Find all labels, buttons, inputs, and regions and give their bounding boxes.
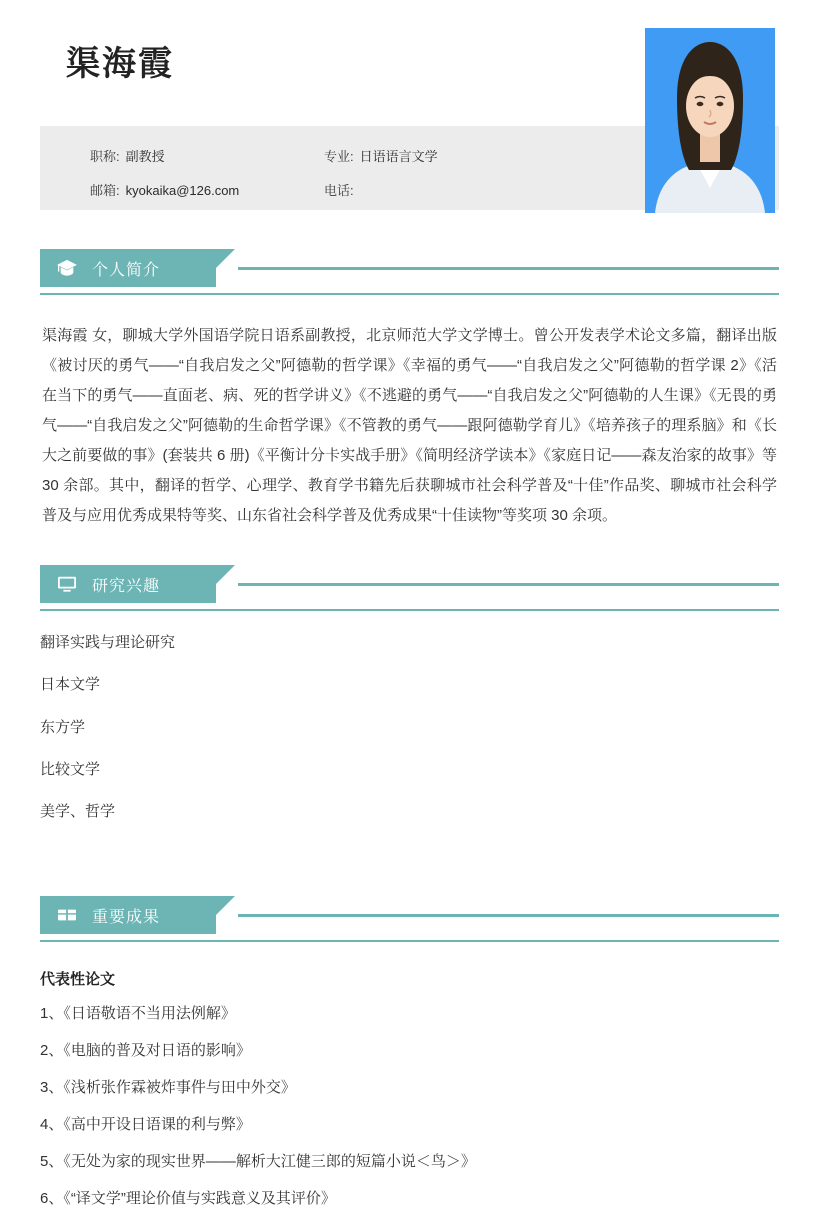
section-banner <box>40 249 779 287</box>
page-title: 渠海霞 <box>66 45 174 83</box>
info-label: 邮箱: <box>90 182 120 198</box>
section-title: 重要成果 <box>92 908 161 926</box>
interest-list <box>40 633 779 822</box>
monitor-icon <box>56 573 78 595</box>
info-field-email <box>40 180 320 199</box>
section-banner-block <box>40 249 216 287</box>
avatar <box>645 28 775 213</box>
list-item: 4、《高中开设日语课的利与弊》 <box>40 1116 251 1134</box>
info-value: 副教授 <box>125 148 165 164</box>
paper-list <box>40 1003 779 1209</box>
section-intro <box>0 249 819 531</box>
section-banner-block <box>40 896 216 934</box>
section-title: 个人简介 <box>92 261 161 279</box>
subsection-title: 代表性论文 <box>40 971 116 989</box>
info-value: kyokaika@126.com <box>125 182 240 198</box>
book-icon <box>56 904 78 926</box>
section-divider <box>40 293 779 295</box>
info-label: 职称: <box>90 148 120 164</box>
info-field-phone <box>320 180 360 199</box>
section-banner <box>40 896 779 934</box>
intro-body: 渠海霞 女，聊城大学外国语学院日语系副教授，北京师范大学文学博士。曾公开发表学术论文多篇，翻译出版《被讨厌的勇气——“自我启发之父”阿德勒的哲学课》《幸福的勇气——“自我启发之父”阿德勒的哲学课 2》《活在当下的勇气——直面老、病、死的哲学讲义》《不逃避的勇气——“自我启发之父”阿德勒的人生课》《无畏的勇气——“自我启发之父”阿德勒的生命哲学课》《不管教的勇气——跟阿德勒学育儿》《培养孩子的理系脑》和《长大之前要做的事》(套装共 6 册)《平衡计分卡实战手册》《简明经济学读本》《家庭日记——森友治家的故事》等 30 余部。其中，翻译的哲学、心理学、教育学书籍先后获聊城市社会科学普及“十佳”作品奖、聊城市社会科学普及与应用优秀成果特等奖、山东省社会科学普及优秀成果“十佳读物”等奖项 30 余项。 <box>42 327 777 524</box>
section-title: 研究兴趣 <box>92 577 161 595</box>
section-banner-block <box>40 565 216 603</box>
info-value: 日语语言文学 <box>359 148 438 164</box>
info-field-major <box>320 146 438 165</box>
list-item: 1、《日语敬语不当用法例解》 <box>40 1005 236 1023</box>
section-divider <box>40 940 779 942</box>
info-label: 专业: <box>324 148 354 164</box>
spacer <box>0 844 819 862</box>
section-achievements <box>0 896 819 1209</box>
section-divider <box>40 609 779 611</box>
list-item: 3、《浅析张作霖被炸事件与田中外交》 <box>40 1079 296 1097</box>
info-label: 电话: <box>324 182 354 198</box>
list-item: 美学、哲学 <box>40 803 116 820</box>
list-item: 2、《电脑的普及对日语的影响》 <box>40 1042 251 1060</box>
section-interests <box>0 565 819 822</box>
list-item: 翻译实践与理论研究 <box>40 634 176 651</box>
profile-header <box>0 0 819 215</box>
list-item: 比较文学 <box>40 760 101 778</box>
banner-rule <box>238 583 779 586</box>
graduation-cap-icon <box>56 257 78 279</box>
list-item: 日本文学 <box>40 676 101 694</box>
banner-rule <box>238 267 779 270</box>
banner-rule <box>238 914 779 917</box>
list-item: 6、《“译文学”理论价值与实践意义及其评价》 <box>40 1190 336 1208</box>
list-item: 东方学 <box>40 718 86 736</box>
section-banner <box>40 565 779 603</box>
info-field-title <box>40 146 320 165</box>
list-item: 5、《无处为家的现实世界——解析大江健三郎的短篇小说＜鸟＞》 <box>40 1153 476 1171</box>
